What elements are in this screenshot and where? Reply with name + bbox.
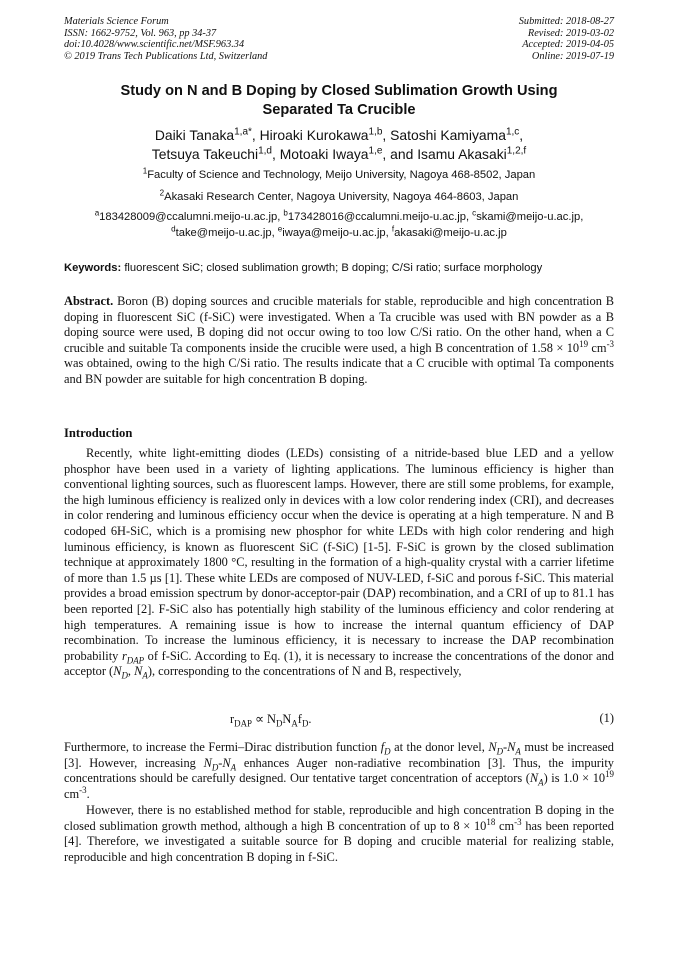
math-symbol: N xyxy=(507,740,516,754)
email-address: akasaki@meijo-u.ac.jp xyxy=(394,226,507,239)
post-equation-paragraph xyxy=(64,740,614,802)
exponent: 18 xyxy=(486,816,496,827)
math-subscript: A xyxy=(142,670,148,681)
body-text: must be increased [3]. However, increasing xyxy=(64,740,614,770)
math-symbol: r xyxy=(230,712,235,726)
body-text: Furthermore, to increase the Fermi–Dirac distribution function xyxy=(64,740,381,754)
exponent: 19 xyxy=(605,769,614,780)
body-text: ) is 1.0 × 10 xyxy=(543,771,606,786)
email-line-2: $^d$take@meijo-u.ac.jp, $^e$iwaya@meijo-u.ac.jp, $^f$akasaki@meijo-u.ac.jp xyxy=(171,223,507,239)
equation-body xyxy=(230,711,311,727)
body-text: cm xyxy=(64,786,80,801)
accepted-date: Accepted: 2019-04-05 xyxy=(522,39,614,51)
body-text: However, there is no established method for stable, reproducible and high concentration B doping in the closed sublimation growth method, although a high B concentration of up to 8 × 10 xyxy=(64,803,614,833)
doi-line: doi:10.4028/www.scientific.net/MSF.963.34 xyxy=(64,39,245,51)
affiliation-number: 2 xyxy=(159,188,165,198)
body-text: cm xyxy=(495,818,515,833)
email-mark: d xyxy=(171,223,176,233)
abstract-text: Boron (B) doping sources and crucible materials for stable, reproducible and high concentration B doping in fluorescent SiC (f-SiC) were investigated. When a Ta crucible was used with BN powder as a B doping source were used, B doping did not occur owing to too low C/Si ratio. On the other hand, when a C crucible and suitable Ta components inside the crucible were used, a high B concentration of 1.58 × 10 xyxy=(64,294,615,355)
email-mark: a xyxy=(94,208,100,218)
author-name: Motoaki Iwaya xyxy=(279,145,369,162)
math-subscript: A xyxy=(230,762,237,773)
math-symbol: N xyxy=(222,755,231,770)
author-affiliation-mark: 1,b xyxy=(368,126,383,138)
body-text: has been reported [4]. Therefore, we investigated a suitable source for B doping and crucible material for realizing stable, reproducible and high concentration B doping in f-SiC. xyxy=(64,818,614,864)
abstract-paragraph xyxy=(64,294,614,388)
author-list xyxy=(64,126,614,163)
journal-header-right xyxy=(519,16,614,62)
keywords-text: fluorescent SiC; closed sublimation growth; B doping; C/Si ratio; surface morphology xyxy=(124,262,543,274)
math-symbol: N xyxy=(203,755,212,770)
title-line-1: Study on N and B Doping by Closed Sublimation Growth Using xyxy=(120,83,558,99)
journal-header-left xyxy=(64,16,267,62)
author-affiliation-mark: 1,d xyxy=(258,144,272,156)
math-operator: ∝ N xyxy=(251,712,276,726)
math-subscript: A xyxy=(538,777,544,788)
issn-line: ISSN: 1662-9752, Vol. 963, pp 34-37 xyxy=(64,27,217,39)
exponent: -3 xyxy=(514,816,522,827)
closing-paragraph xyxy=(64,803,614,865)
math-symbol: N xyxy=(282,712,292,726)
email-mark: b xyxy=(283,208,288,218)
keywords xyxy=(64,261,614,275)
submitted-date: Submitted: 2018-08-27 xyxy=(518,16,614,27)
intro-text: , xyxy=(127,664,135,679)
author-affiliation-mark: 1,c xyxy=(505,126,520,138)
email-address: skami@meijo-u.ac.jp xyxy=(476,211,581,223)
author-line-2: Tetsuya Takeuchi$^{1,d}$, Motoaki Iwaya$^{1,e}$, and Isamu Akasaki$^{1,2,f}$ xyxy=(151,144,527,162)
email-list xyxy=(64,210,614,241)
author-name: Tetsuya Takeuchi xyxy=(151,145,259,162)
email-address: iwaya@meijo-u.ac.jp xyxy=(282,226,386,239)
math-subscript: D xyxy=(384,746,391,757)
equation-1 xyxy=(64,711,614,727)
math-operator: - xyxy=(218,755,223,770)
exponent: -3 xyxy=(79,784,87,795)
paper-title xyxy=(64,82,614,120)
intro-text: of f-SiC. According to Eq. (1), it is necessary to increase the concentrations of the donor and acceptor ( xyxy=(64,648,614,679)
affiliation-1 xyxy=(64,168,614,182)
revised-date: Revised: 2019-03-02 xyxy=(527,27,614,39)
email-line-1: $^a$183428009@ccalumni.meijo-u.ac.jp, $^b$173428016@ccalumni.meijo-u.ac.jp, $^c$skami@meijo-u.ac.jp, xyxy=(94,208,584,223)
copyright-line: © 2019 Trans Tech Publications Ltd, Switzerland xyxy=(64,50,268,62)
author-name: Hiroaki Kurokawa xyxy=(259,127,369,143)
math-symbol: . xyxy=(308,712,312,726)
author-affiliation-mark: 1,e xyxy=(368,144,383,156)
body-text: . xyxy=(86,786,90,801)
math-symbol: r xyxy=(121,648,127,663)
math-symbol: N xyxy=(529,771,539,786)
keywords-label: Keywords: xyxy=(64,262,122,274)
journal-name: Materials Science Forum xyxy=(64,16,169,27)
email-address: take@meijo-u.ac.jp xyxy=(175,226,272,239)
math-subscript: DAP xyxy=(234,718,252,729)
math-subscript: D xyxy=(211,762,219,773)
math-subscript: D xyxy=(496,746,504,757)
math-subscript: D xyxy=(121,670,128,681)
affiliation-text: Faculty of Science and Technology, Meijo University, Nagoya 468-8502, Japan xyxy=(147,169,536,181)
math-operator: - xyxy=(503,740,508,754)
math-symbol: N xyxy=(134,664,143,679)
author-name: Satoshi Kamiyama xyxy=(390,127,506,143)
math-subscript: D xyxy=(275,718,283,729)
math-subscript: A xyxy=(291,718,298,729)
introduction-heading: Introduction xyxy=(64,426,133,440)
equation-number: (1) xyxy=(599,711,614,725)
email-address: 183428009@ccalumni.meijo-u.ac.jp xyxy=(99,211,278,223)
author-affiliation-mark: 1,a* xyxy=(234,126,252,138)
body-text: at the donor level, xyxy=(390,740,489,754)
online-date: Online: 2019-07-19 xyxy=(531,50,614,62)
intro-text: Recently, white light-emitting diodes (LEDs) consisting of a nitride-based blue LED and a yellow phosphor have been used in a variety of lighting applications. The luminous efficiency is higher than conventional lighting sources, such as fluorescent lamps. However, there are still some problems, for example, the high luminous efficiency is realized only in devices with a low color rendering index (CRI), and decreases in color rendering and luminous efficiency occur when the device is operating at a high temperature. N and B codoped 6H-SiC, which is a promising new phosphor for white LEDs with high color rendering and high luminous efficiency, is known as fluorescent SiC (f-SiC) [1-5]. F-SiC is grown by the closed sublimation technique at approximately 1800 °C, resulting in the formation of a high-quality crystal with a carrier lifetime of more than 1.5 µs [1]. These white LEDs are composed of NUV-LED, f-SiC and porous f-SiC. This material provides a broad emission spectrum by donor-acceptor-pair (DAP) recombination, and a CRI of up to 81.1 has been reported [2]. F-SiC also has potentially high stability of the luminous efficiency and color rendering at high temperatures. A remaining issue is how to increase the internal quantum efficiency of DAP recombination. To increase the luminous efficiency, it is necessary to increase the DAP recombination probability xyxy=(64,446,614,663)
affiliation-2 xyxy=(64,190,614,204)
math-symbol: N xyxy=(488,740,497,754)
title-line-2: Separated Ta Crucible xyxy=(262,102,416,118)
email-mark: f xyxy=(391,223,395,233)
math-subscript: D xyxy=(301,718,309,729)
author-name: Isamu Akasaki xyxy=(417,145,507,162)
introduction-paragraph xyxy=(64,446,614,680)
author-line-1: Daiki Tanaka$^{1,a*}$, Hiroaki Kurokawa$^{1,b}$, Satoshi Kamiyama$^{1,c}$, xyxy=(154,126,524,143)
email-mark: e xyxy=(277,223,283,233)
affiliation-text: Akasaki Research Center, Nagoya University, Nagoya 464-8603, Japan xyxy=(164,191,519,203)
affiliation-number: 1 xyxy=(142,166,148,176)
abstract-text: was obtained, owing to the high C/Si ratio. The results indicate that a C crucible with optimal Ta components and BN powder are suitable for high concentration B doping. xyxy=(64,356,614,386)
math-subscript: A xyxy=(515,746,521,757)
math-symbol: f xyxy=(297,712,302,726)
author-affiliation-mark: 1,2,f xyxy=(506,144,527,156)
math-symbol: N xyxy=(113,664,122,679)
intro-text: ), corresponding to the concentrations of N and B, respectively, xyxy=(147,664,462,679)
math-subscript: DAP xyxy=(126,655,145,666)
body-text: enhances Auger non-radiative recombination [3]. Thus, the impurity concentrations should be carefully designed. Our tentative target concentration of acceptors ( xyxy=(64,755,614,786)
author-name: Daiki Tanaka xyxy=(154,127,235,143)
abstract-text: cm xyxy=(588,340,607,355)
exponent: 19 xyxy=(579,338,589,349)
math-symbol: f xyxy=(380,740,385,754)
email-address: 173428016@ccalumni.meijo-u.ac.jp xyxy=(287,211,466,223)
abstract-label: Abstract. xyxy=(64,294,114,308)
email-mark: c xyxy=(472,208,477,218)
exponent: -3 xyxy=(606,338,614,349)
